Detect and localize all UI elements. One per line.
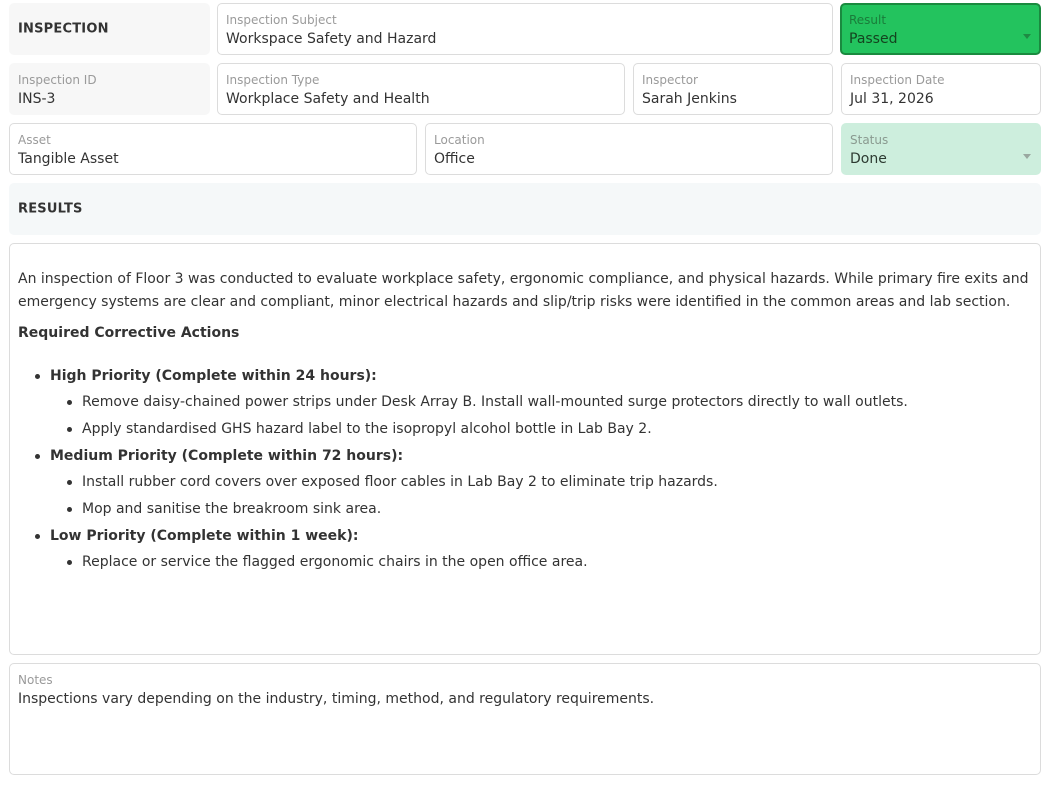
inspection-type-label: Inspection Type bbox=[226, 73, 320, 87]
action-text: Remove daisy-chained power strips under Desk Array B. Install wall-mounted surge protectors directly to wall outlets. bbox=[82, 394, 908, 410]
bullet-icon bbox=[35, 454, 40, 459]
notes-label: Notes bbox=[18, 673, 53, 687]
bullet-icon bbox=[67, 427, 72, 432]
list-item bbox=[50, 525, 1032, 574]
list-item bbox=[82, 498, 1032, 521]
list-item bbox=[82, 471, 1032, 494]
inspection-id-value: INS-3 bbox=[18, 91, 56, 107]
bullet-icon bbox=[67, 560, 72, 565]
result-label: Result bbox=[849, 13, 887, 27]
status-value[interactable]: Done bbox=[850, 151, 887, 167]
results-title: RESULTS bbox=[18, 201, 83, 217]
list-item bbox=[82, 418, 1032, 441]
inspector-label: Inspector bbox=[642, 73, 698, 87]
caret-down-icon[interactable] bbox=[1023, 34, 1031, 39]
list-item bbox=[82, 551, 1032, 574]
action-text: Mop and sanitise the breakroom sink area. bbox=[82, 501, 382, 517]
inspection-id-field bbox=[9, 63, 210, 115]
inspection-subject-label: Inspection Subject bbox=[226, 13, 337, 27]
result-dropdown[interactable] bbox=[840, 3, 1041, 55]
asset-value[interactable]: Tangible Asset bbox=[18, 151, 119, 167]
action-text: Apply standardised GHS hazard label to the isopropyl alcohol bottle in Lab Bay 2. bbox=[82, 421, 652, 437]
list-item bbox=[50, 445, 1032, 521]
inspection-date-field[interactable] bbox=[841, 63, 1041, 115]
action-list bbox=[50, 551, 1032, 574]
inspection-type-value[interactable]: Workplace Safety and Health bbox=[226, 91, 430, 107]
location-field[interactable] bbox=[425, 123, 833, 175]
bullet-icon bbox=[67, 480, 72, 485]
status-dropdown[interactable] bbox=[841, 123, 1041, 175]
location-label: Location bbox=[434, 133, 485, 147]
results-content[interactable] bbox=[9, 243, 1041, 655]
action-list bbox=[50, 471, 1032, 521]
location-value[interactable]: Office bbox=[434, 151, 475, 167]
action-list bbox=[50, 391, 1032, 441]
inspection-type-field[interactable] bbox=[217, 63, 625, 115]
inspection-subject-value[interactable]: Workspace Safety and Hazard bbox=[226, 31, 437, 47]
asset-label: Asset bbox=[18, 133, 51, 147]
results-intro: An inspection of Floor 3 was conducted to evaluate workplace safety, ergonomic compliance, and physical hazards. While primary fire exits and emergency systems are clear and compliant, minor electrical hazards and slip/trip risks were identified in the common areas and lab section. bbox=[18, 271, 1029, 310]
priority-list bbox=[18, 365, 1032, 574]
notes-field[interactable] bbox=[9, 663, 1041, 775]
status-label: Status bbox=[850, 133, 889, 147]
bullet-icon bbox=[35, 374, 40, 379]
priority-title: High Priority (Complete within 24 hours): bbox=[50, 368, 377, 384]
priority-title: Medium Priority (Complete within 72 hours): bbox=[50, 448, 404, 464]
bullet-icon bbox=[67, 400, 72, 405]
inspection-section-header bbox=[9, 3, 210, 55]
list-item bbox=[82, 391, 1032, 414]
action-text: Install rubber cord covers over exposed floor cables in Lab Bay 2 to eliminate trip hazards. bbox=[82, 474, 718, 490]
corrective-actions-heading: Required Corrective Actions bbox=[18, 325, 240, 341]
action-text: Replace or service the flagged ergonomic chairs in the open office area. bbox=[82, 554, 588, 570]
inspection-title: INSPECTION bbox=[18, 21, 109, 37]
caret-down-icon[interactable] bbox=[1023, 154, 1031, 159]
notes-value[interactable]: Inspections vary depending on the industry, timing, method, and regulatory requirements. bbox=[18, 691, 655, 707]
inspection-date-label: Inspection Date bbox=[850, 73, 945, 87]
inspector-field[interactable] bbox=[633, 63, 833, 115]
priority-title: Low Priority (Complete within 1 week): bbox=[50, 528, 359, 544]
asset-field[interactable] bbox=[9, 123, 417, 175]
bullet-icon bbox=[35, 534, 40, 539]
inspector-value[interactable]: Sarah Jenkins bbox=[642, 91, 737, 107]
list-item bbox=[50, 365, 1032, 441]
inspection-date-value[interactable]: Jul 31, 2026 bbox=[850, 91, 934, 107]
inspection-subject-field[interactable] bbox=[217, 3, 833, 55]
result-value[interactable]: Passed bbox=[849, 31, 898, 47]
inspection-id-label: Inspection ID bbox=[18, 73, 97, 87]
bullet-icon bbox=[67, 507, 72, 512]
results-section-header bbox=[9, 183, 1041, 235]
